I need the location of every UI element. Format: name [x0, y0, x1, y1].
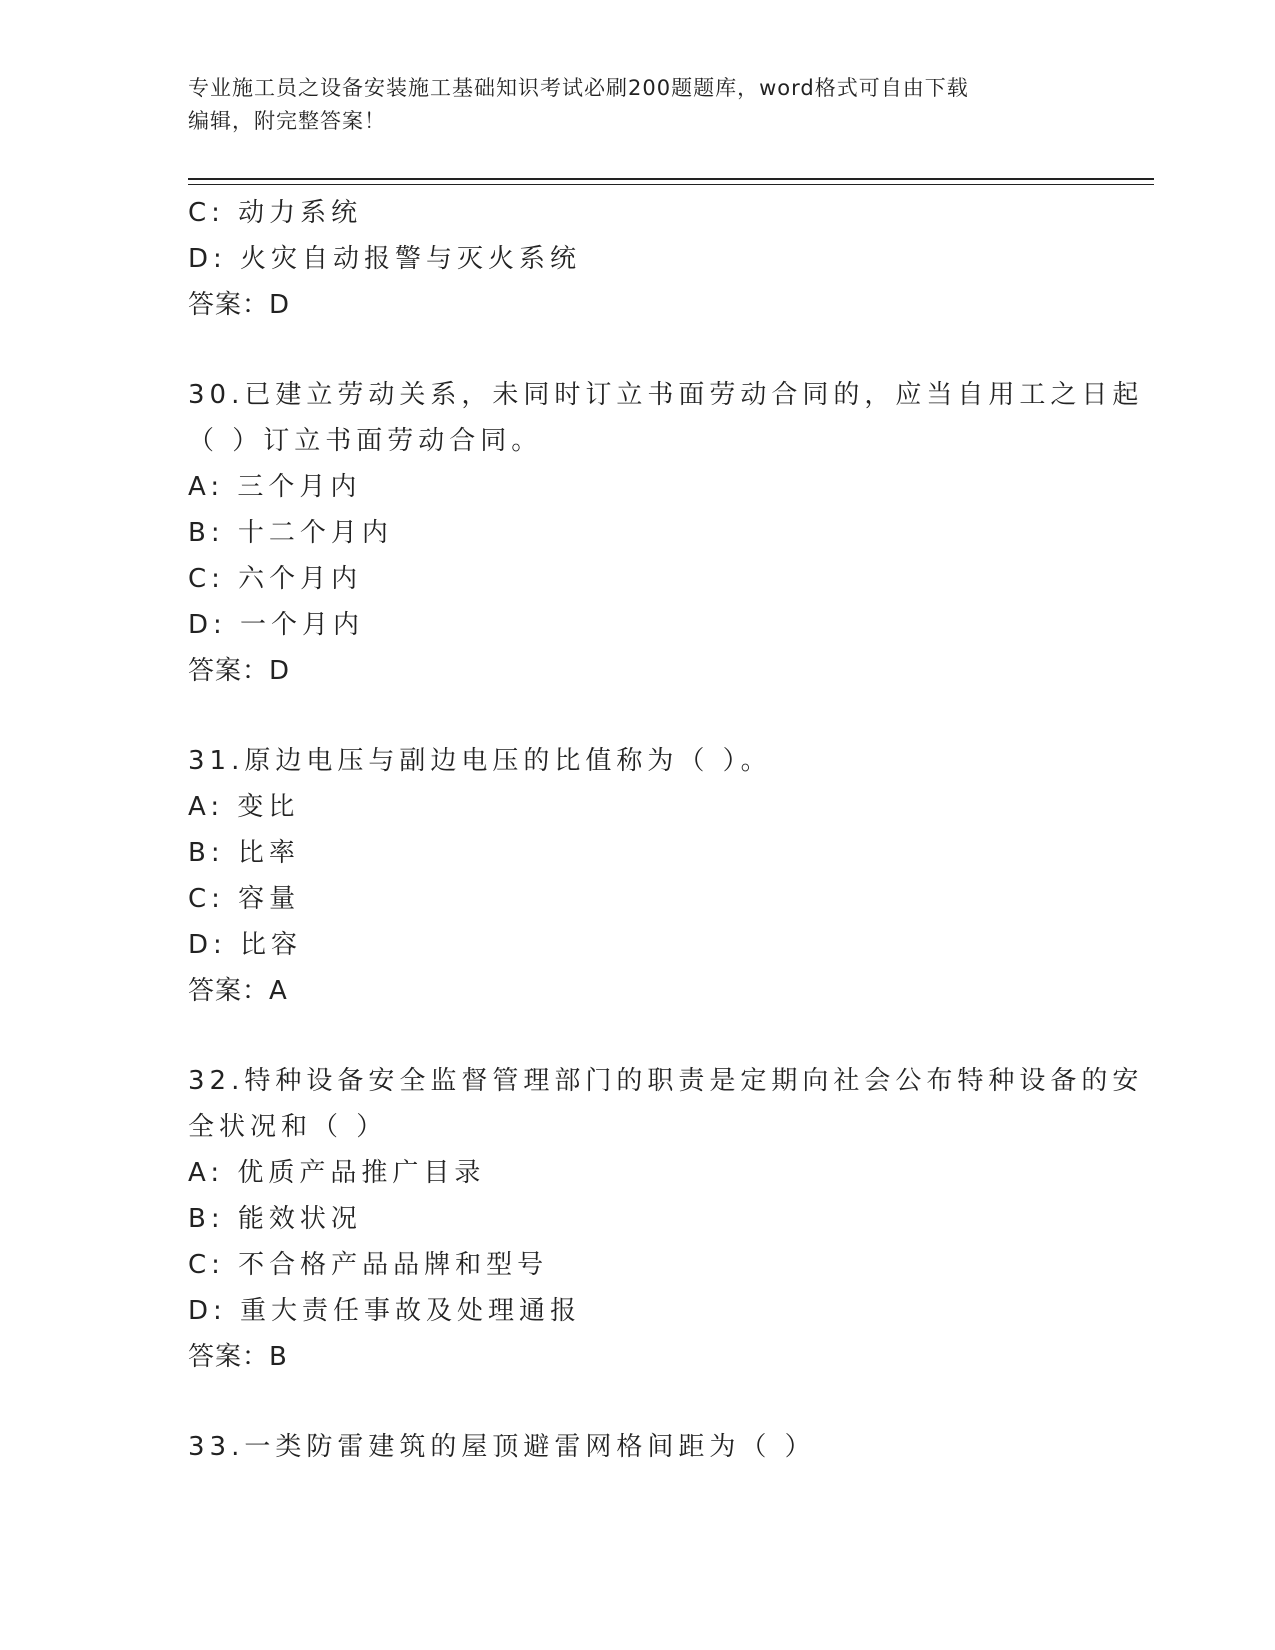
- option-b: B: 十二个月内: [188, 518, 393, 548]
- question-33-block: [188, 1424, 1088, 1470]
- header-line-2: 编辑，附完整答案！: [188, 109, 386, 133]
- option-b: B: 比率: [188, 838, 300, 868]
- option-d: D: 比容: [188, 930, 303, 960]
- page-header: [188, 72, 1088, 138]
- option-a: A: 优质产品推广目录: [188, 1158, 486, 1188]
- question-text-line-1: 32.特种设备安全监督管理部门的职责是定期向社会公布特种设备的安: [188, 1066, 1144, 1096]
- question-text-line-1: 31.原边电压与副边电压的比值称为（ ）。: [188, 746, 772, 776]
- option-a: A: 变比: [188, 792, 300, 822]
- option-c: C: 动力系统: [188, 198, 363, 228]
- option-d: D: 火灾自动报警与灭火系统: [188, 244, 582, 274]
- document-body: [188, 190, 1144, 1470]
- header-divider-thin: [188, 184, 1154, 185]
- option-a: A: 三个月内: [188, 472, 362, 502]
- option-b: B: 能效状况: [188, 1204, 362, 1234]
- option-d: D: 一个月内: [188, 610, 365, 640]
- question-text-line-2: 全状况和（ ）: [188, 1112, 388, 1142]
- question-30-block: [188, 372, 1144, 694]
- header-divider-thick: [188, 178, 1154, 180]
- option-d: D: 重大责任事故及处理通报: [188, 1296, 582, 1326]
- answer-line: 答案：B: [188, 1342, 288, 1372]
- option-c: C: 六个月内: [188, 564, 363, 594]
- answer-line: 答案：A: [188, 976, 288, 1006]
- answer-line: 答案：D: [188, 290, 291, 320]
- question-text-line-2: （ ）订立书面劳动合同。: [188, 426, 543, 456]
- header-line-1: 专业施工员之设备安装施工基础知识考试必刷200题题库，word格式可自由下载: [188, 76, 969, 100]
- question-32-block: [188, 1058, 1144, 1380]
- question-31-block: [188, 738, 1088, 1014]
- question-text-line-1: 30.已建立劳动关系，未同时订立书面劳动合同的，应当自用工之日起: [188, 380, 1144, 410]
- question-29-block: [188, 190, 1088, 328]
- option-c: C: 不合格产品品牌和型号: [188, 1250, 549, 1280]
- question-text-line-1: 33.一类防雷建筑的屋顶避雷网格间距为（ ）: [188, 1432, 816, 1462]
- answer-line: 答案：D: [188, 656, 291, 686]
- option-c: C: 容量: [188, 884, 301, 914]
